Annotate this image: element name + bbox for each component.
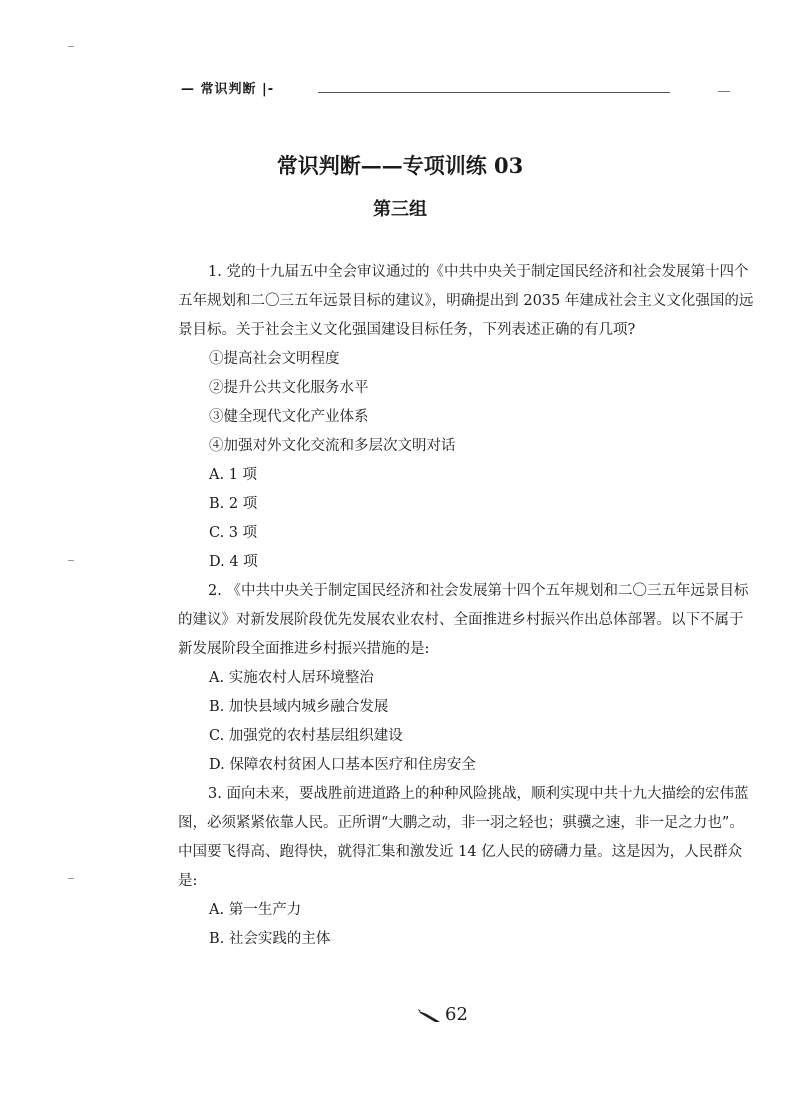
- header-rule: [318, 92, 670, 93]
- section-subtitle: 第三组: [373, 199, 427, 220]
- question-item: ②提升公共文化服务水平: [209, 380, 369, 396]
- margin-mark: [68, 878, 74, 879]
- question-stem: 1. 党的十九届五中全会审议通过的《中共中央关于制定国民经济和社会发展第十四个五年规划和二〇三五年远景目标的建议》，明确提出到 2035 年建成社会主义文化强国的远景目标。关于社会主义文化强国建设目标任务，下列表述正确的有几项?: [178, 264, 754, 338]
- answer-option: B. 社会实践的主体: [209, 931, 331, 947]
- answer-option: D. 保障农村贫困人口基本医疗和住房安全: [209, 757, 476, 773]
- answer-option: A. 1 项: [209, 467, 258, 483]
- page-title: 常识判断——专项训练 03: [276, 153, 524, 178]
- answer-option: B. 2 项: [209, 496, 258, 512]
- answer-option: B. 加快县域内城乡融合发展: [209, 699, 389, 715]
- answer-option: A. 第一生产力: [209, 902, 302, 918]
- margin-mark: [68, 560, 74, 561]
- answer-option: C. 3 项: [209, 525, 258, 541]
- answer-option: C. 加强党的农村基层组织建设: [209, 728, 403, 744]
- question-stem: 3. 面向未来，要战胜前进道路上的种种风险挑战，顺利实现中共十九大描绘的宏伟蓝图，必须紧紧依靠人民。正所谓“大鹏之动，非一羽之轻也；骐骥之速，非一足之力也”。中国要飞得高、跑得快，就得汇集和激发近 14 亿人民的磅礴力量。这是因为，人民群众是:: [178, 786, 749, 889]
- question-stem: 2. 《中共中央关于制定国民经济和社会发展第十四个五年规划和二〇三五年远景目标的建议》对新发展阶段优先发展农业农村、全面推进乡村振兴作出总体部署。以下不属于新发展阶段全面推进乡村振兴措施的是:: [178, 583, 749, 657]
- question-list: [178, 258, 756, 954]
- question-item: ④加强对外文化交流和多层次文明对话: [209, 438, 456, 454]
- question-item: ①提高社会文明程度: [209, 351, 340, 367]
- page-number: 62: [445, 1004, 468, 1025]
- answer-option: A. 实施农村人居环境整治: [209, 670, 374, 686]
- quill-pen-icon: [417, 1007, 441, 1023]
- answer-option: D. 4 项: [209, 554, 258, 570]
- header-tick-mark: [718, 91, 730, 92]
- question-item: ③健全现代文化产业体系: [209, 409, 369, 425]
- page-footer: [417, 1004, 468, 1025]
- margin-mark: [68, 46, 74, 47]
- running-header: — 常识判断 |-: [181, 82, 275, 97]
